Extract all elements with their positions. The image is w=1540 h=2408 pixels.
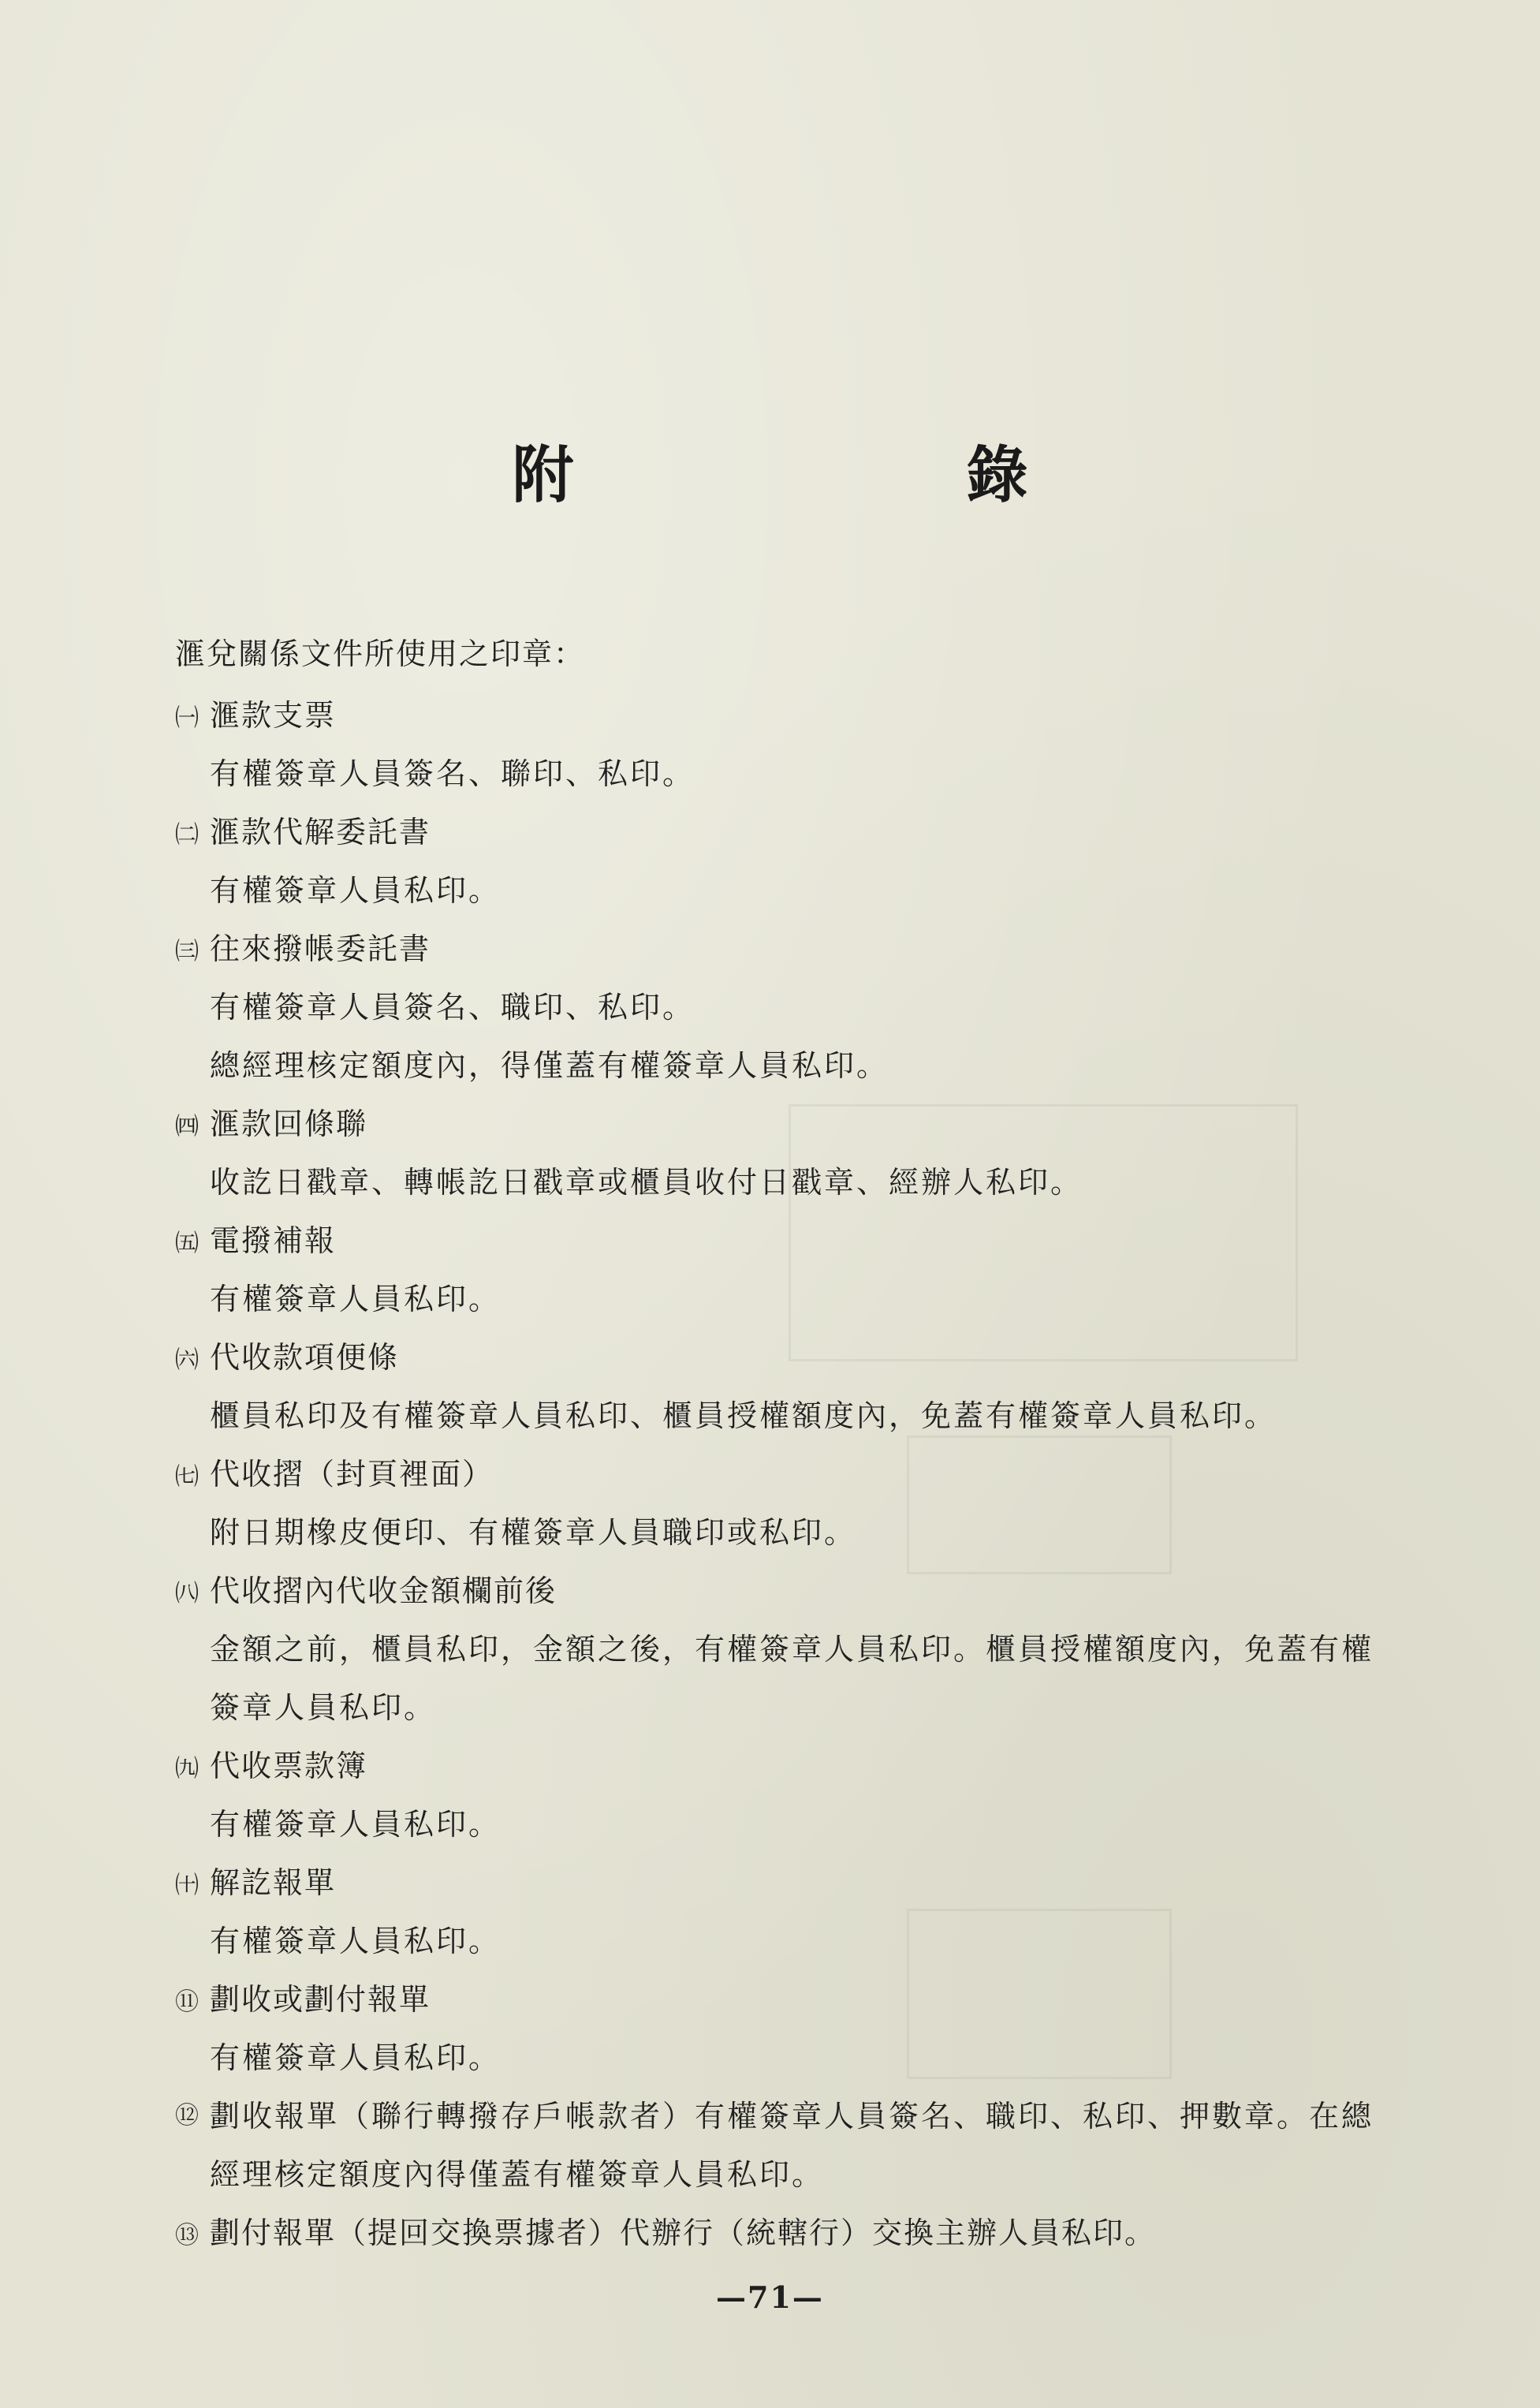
item-heading: 代收摺（封頁裡面） [210,1457,494,1491]
item-text: 有權簽章人員簽名、聯印、私印。 [210,756,695,791]
item-number: ⑪ [175,1988,200,2016]
page-number: —71— [716,2279,824,2315]
item-heading: 滙款支票 [210,698,337,733]
item-number: ㈧ [175,1580,200,1607]
item-heading: 劃付報單（提回交換票據者）代辦行（統轄行）交換主辦人員私印。 [210,2216,1157,2250]
item-number: ㈣ [175,1113,200,1141]
list-item [175,920,1405,1095]
item-heading: 代收摺內代收金額欄前後 [210,1574,557,1608]
item-number: ㈤ [175,1230,200,1257]
item-text: 有權簽章人員私印。 [210,1282,502,1316]
item-heading: 代收票款簿 [210,1749,368,1783]
page-title: 附 錄 [512,439,1194,511]
list-item [175,1211,1405,1328]
item-text: 收訖日戳章、轉帳訖日戳章或櫃員收付日戳章、經辦人私印。 [210,1165,1083,1200]
list-item [175,686,1405,803]
item-text: 有權簽章人員簽名、職印、私印。 [210,990,695,1025]
item-number: ㈢ [175,938,200,965]
list-item [175,803,1405,920]
list-item [175,1737,1405,1854]
item-number: ㈡ [175,821,200,849]
item-heading: 劃收報單（聯行轉撥存戶帳款者）有權簽章人員簽名、職印、私印、押數章。在總經理核定額度內得僅蓋有權簽章人員私印。 [210,2099,1374,2192]
item-text: 有權簽章人員私印。 [210,1924,502,1958]
list-item [175,1095,1405,1211]
list-item [175,1328,1405,1445]
item-heading: 電撥補報 [210,1223,337,1258]
item-heading: 滙款回條聯 [210,1107,368,1141]
item-heading: 滙款代解委託書 [210,815,431,849]
item-heading: 劃收或劃付報單 [210,1982,431,2017]
item-text: 總經理核定額度內，得僅蓋有權簽章人員私印。 [210,1048,889,1083]
item-number: ㈦ [175,1463,200,1491]
list-item [175,1970,1405,2087]
item-heading: 解訖報單 [210,1865,337,1900]
list-item [175,2204,1405,2262]
item-number: ⑬ [175,2222,200,2249]
item-number: ㈠ [175,704,200,732]
item-text: 附日期橡皮便印、有權簽章人員職印或私印。 [210,1515,857,1550]
item-heading: 往來撥帳委託書 [210,931,431,966]
item-text: 有權簽章人員私印。 [210,873,502,908]
seal-list [175,686,1405,2262]
lead-sentence: 滙兌關係文件所使用之印章： [175,637,586,671]
list-item [175,2087,1405,2204]
item-text: 有權簽章人員私印。 [210,1807,502,1842]
list-item [175,1562,1405,1737]
list-item [175,1445,1405,1562]
item-text: 金額之前，櫃員私印，金額之後，有權簽章人員私印。櫃員授權額度內，免蓋有權簽章人員私印。 [210,1632,1374,1725]
item-text: 有權簽章人員私印。 [210,2040,502,2075]
item-number: ⑫ [175,2102,199,2130]
item-number: ㈨ [175,1755,200,1783]
item-text: 櫃員私印及有權簽章人員私印、櫃員授權額度內，免蓋有權簽章人員私印。 [210,1398,1277,1433]
item-number: ㈩ [175,1872,200,1899]
item-heading: 代收款項便條 [210,1340,400,1375]
item-number: ㈥ [175,1346,200,1374]
list-item [175,1854,1405,1970]
